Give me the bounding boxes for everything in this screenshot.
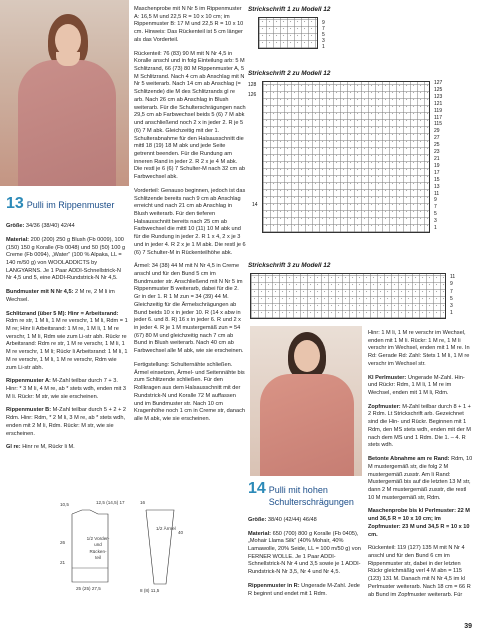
chart2-title: Strickschrift 2 zu Modell 12 bbox=[248, 70, 331, 77]
schematic-sleeve-svg bbox=[140, 500, 200, 600]
pulli13-column bbox=[6, 193, 128, 456]
schematic-body: 1/2 Vorder- und Rücken- teil 10,5 12,5 (14,5) 17 26 21 25 (25) 27,5 bbox=[60, 500, 130, 600]
chart1: Strickschrift 1 zu Modell 12 9 7 5 3 1 bbox=[248, 6, 448, 49]
rueckenteil-2: Rückenteil: 119 (127) 135 M mit N Nr 4 anschl und für den Bund 6 cm im Rippenmuster str, dabei in der letzten Rückr gleichmäßig verl 4 M abn = 115 (123) 131 M. Danach mit N Nr 4,5 im kl Perlmuster weiterarb. Nach 18 cm = 66 R ab Bund im Zopfmuster weiterarb. Für bbox=[368, 545, 471, 598]
chart1-grid bbox=[258, 17, 318, 49]
betonte-abnahme: Betonte Abnahme am re Rand: Rdm, 10 M mustergemäß str, die folg 2 M mustergemäß zusstr. Am li Rand: Mustergemäß bis auf die letzten 13 M str, dann 2 M mustergemäß zusstr, die restl 10 M mustergemäß str, Rdm. bbox=[368, 456, 473, 501]
pulli14-title: Pulli mit hohen Schulterschrägungen bbox=[268, 485, 354, 508]
chart3 bbox=[248, 262, 468, 319]
rueckenteil: Rückenteil: 76 (83) 90 M mit N Nr 4,5 in Koralle anschl und in folg Einteilung arb: 5 M Schlitzrand, 66 (73) 80 M Rippenmuster A, 5 M Schlitzrand. Nach 4 cm ab Anschlag mit N Nr 5 weiterarb. Nach 14 cm ab Anschlag (= Schlitzende) die M des Schlitzrands gl re arb. Nach 26 cm ab Anschlag in Blush weiterarb. Für die Schulterschrägungen nach 29,5 cm ab Farbwechsel beids 5 (6) 7 M abk und anschließend noch 2 x in jeder 2. R je 5 (6) 7 M abk. Gleichzeitig mit der 1. Schulterabnahme für den Halsausschnitt die mittl 18 (19) 18 M abk und jede Seite getrennt beenden. Für die Rundung am inneren Rand in jeder 2. R 2 x je 4 M abk. Die restl je 6 (6) 7 Schulter-M nach 32 cm ab Farbwechsel abk. bbox=[134, 50, 246, 181]
pulli13-title: Pulli im Rippenmuster bbox=[26, 200, 115, 210]
maschenprobe: Maschenprobe mit N Nr 5 im Rippenmuster A: 16,5 M und 22,5 R = 10 x 10 cm; im Rippenmuster B: 17 M und 22,5 R = 10 x 10 cm. Hinweis: Das Rückenteil ist 5 cm länger als das Vorderteil. bbox=[134, 6, 244, 43]
kl-perlmuster: Kl Perlmuster: Ungerade M-Zahl. Hin- und Rückr: Rdm, 1 M li, 1 M re im Wechsel, enden mit 1 M li, Rdm. bbox=[368, 374, 465, 397]
pulli14-rippen: Rippenmuster in R: Ungerade M-Zahl. Jede R beginnt und endet mit 1 Rdm. bbox=[248, 582, 360, 597]
pulli13-rippen-b: Rippenmuster B: M-Zahl teilbar durch 5 + 2 + 2 Rdm. Hinr: Rdm, * 2 M li, 3 M re, ab * stets wdh, enden mit 2 M li, Rdm. Rückr: M str, wie sie erscheinen. bbox=[6, 407, 127, 437]
pulli13-material: Material: 200 (200) 250 g Blush (Fb 0009), 100 (150) 150 g Koralle (Fb 0048) und 50 (50) 100 g Creme (Fb 0094), „Water“ (100 % Alpaka, LL = 140 m/50 g) von WOOLADDICTS by LANGYARNS. Je 1 Paar ADDI-Schnellstrick-N Nr 4,5 und 5, eine ADDI-Rundstrick-N Nr 4,5. bbox=[6, 236, 126, 282]
pulli13-gl: Gl re: Hinr re M, Rückr li M. bbox=[6, 444, 75, 451]
pulli14-column bbox=[248, 478, 362, 602]
chart1-title: Strickschrift 1 zu Modell 12 bbox=[248, 6, 331, 13]
chart2: Strickschrift 2 zu Modell 12 128 126 14 127 125 123 121 119 117 115 29 27 25 23 21 19 17 15 13 11 9 7 5 3 1 bbox=[248, 70, 468, 233]
chart2-grid bbox=[262, 81, 430, 233]
pulli13-number: 13 bbox=[6, 195, 24, 212]
pulli14-number: 14 bbox=[248, 480, 266, 497]
pulli13-bund: Bundmuster mit N Nr 4,5: 2 M re, 2 M li im Wechsel. bbox=[6, 289, 115, 303]
pulli14-size: Größe: 38/40 (42/44) 46/48 bbox=[248, 516, 317, 523]
pulli13-photo bbox=[0, 0, 129, 186]
fertigstellung: Fertigstellung: Schulternähte schließen. Ärmel einsetzen, Ärmel- und Seitennähte bis zum Schlitzende schließen. Für den Rollkragen aus dem Halsausschnitt mit der Rundstrick-N und Koralle 72 M auffassen und im Bundmuster str. Nach 10 cm Kragenhöhe noch 1 cm in Creme str, danach alle M abk, wie sie erscheinen. bbox=[134, 361, 246, 422]
pulli14-material: Material: 650 (700) 800 g Koralle (Fb 0405), „Mohair Llama Silk“ (40% Mohair, 40% Lamawolle, 20% Seide, LL = 100 m/50 g) von FERNER WOLLE. Je 1 Paar ADDI-Schnellstrick-N Nr 4 und 3,5 sowie je 1 ADDI-Rundstrick-N Nr 3,5, Nr 4 und Nr 4,5. bbox=[248, 530, 361, 576]
pulli13-instructions bbox=[134, 6, 246, 428]
pulli13-size: Größe: 34/36 (38/40) 42/44 bbox=[6, 223, 75, 230]
chart2-row-numbers: 127 125 123 121 119 117 115 29 27 25 23 21 19 17 15 13 11 9 7 5 3 1 bbox=[434, 80, 443, 232]
pulli13-schlitz: Schlitzrand (über 5 M): Hinr = Arbeitsrand: Rdm re str, 1 M li, 1 M re verschr, 1 M li, Rdm = 1 M re; Hinr li Arbeitsrand: 1 M re, 1 M li, 1 M re verschr, 1 M li, Rdm wie zum Li-str abh. Rückr re Arbeitsrand: Rdm re str, 1 M re verschr, 1 M li, 1 M re verschr, 1 M li; Rückr li Arbeitsrand: 1 M li, 1 M re verschr, 1 M li, 1 M re verschr, Rdm wie zum Li-str abh. bbox=[6, 310, 128, 371]
chart3-row-numbers: 11 9 7 5 3 1 bbox=[450, 274, 456, 317]
chart3-title: Strickschrift 3 zu Modell 12 bbox=[248, 262, 331, 269]
aermel: Ärmel: 34 (38) 44 M mit N Nr 4,5 in Creme anschl und für den Bund 5 cm im Bundmuster str. Anschließend mit N Nr 5 im Rippenmuster B weiterarb, dabei für die 2. Gr in der 1. R 1 M zun = 34 (39) 44 M. Gleichzeitig für die Ärmelschrägungen ab Bund beids 10 x in jeder 10. R (14 x abw in jeder 6. und 8. R) 16 x in jeder 6. R und 2 x in jeder 4. R je 1 M mustergemäß zun = 54 (67) 80 M und gleichzeitig nach 7 cm ab Bund in Blush weiterarb. Nach 40 cm ab Farbwechsel alle M abk, wie sie erscheinen. bbox=[134, 263, 244, 355]
hinr-text: Hinr: 1 M li, 1 M re verschr im Wechsel, enden mit 1 M li. Rückr: 1 M re, 1 M li verschr im Wechsel, enden mit 1 M re. In Rd: Gerade Rd: Zahl: Stets 1 M li, 1 M re verschr im Wechsel str. bbox=[368, 330, 470, 367]
page-number: 39 bbox=[464, 623, 472, 631]
maschenprobe-2: Maschenprobe bis kl Perlmuster: 22 M und 36,5 R = 10 x 10 cm; im Zopfmuster: 23 M und 34,5 R = 10 x 10 cm. bbox=[368, 508, 470, 538]
pulli14-instructions bbox=[368, 330, 474, 603]
vorderteil: Vorderteil: Genauso beginnen, jedoch ist das Schlitzende bereits nach 9 cm ab Anschlag erreicht und nach 21 cm ab Anschlag in Blush weiterarb. Für den tieferen Halsausschnitt bereits nach 25 cm ab Farbwechsel die mittl 10 (11) 10 M abk und für die Rundung in jeder 2. R 1 x 4, 2 x je 3 und in jeder 4. R 2 x je 1 M abk. Die restl je 6 (6) 7 Schulter-M in Rückenteilhöhe abk. bbox=[134, 187, 246, 256]
pulli13-rippen-a: Rippenmuster A: M-Zahl teilbar durch 7 + 3. Hinr: * 3 M li, 4 M re, ab * stets wdh, enden mit 3 M li. Rückr: M str, wie sie erscheinen. bbox=[6, 378, 127, 400]
zopfmuster: Zopfmuster: M-Zahl teilbar durch 8 + 1 + 2 Rdm. Lt Strickschrift arb. Gezeichnet sind die Hin- und Rückr. Beginnen mit 1 Rdm, den MS stets wdh, enden mit der M nach dem MS und 1 Rdm. Die 1. – 4. R stets wdh. bbox=[368, 403, 471, 449]
schematic-sleeve: 1/2 Ärmel 16 40 8 (8) 11,5 bbox=[140, 500, 200, 600]
chart3-grid bbox=[250, 273, 446, 319]
pulli14-photo bbox=[250, 326, 362, 476]
